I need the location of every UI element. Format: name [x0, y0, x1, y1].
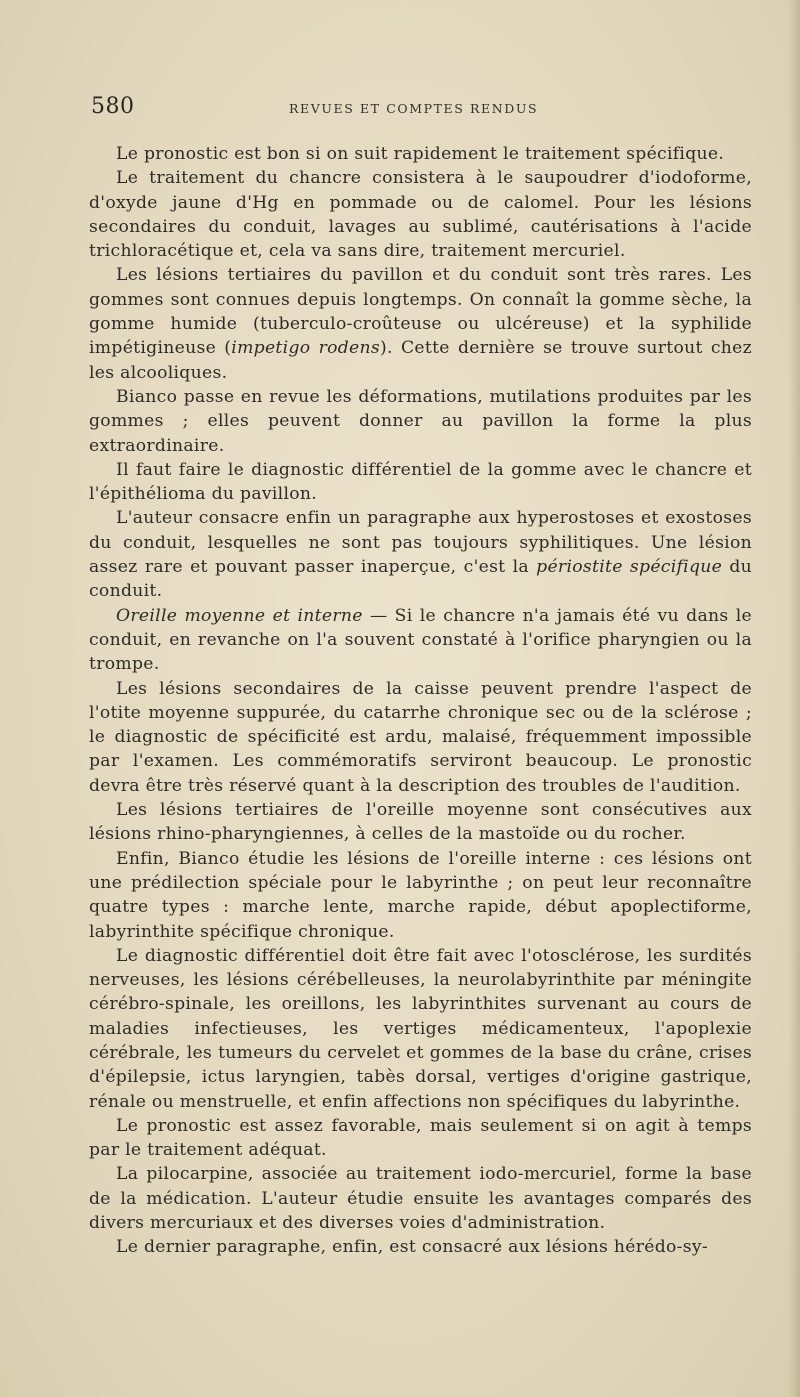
paragraph-traitement: Le traitement du chancre consistera à le saupoudrer d'iodoforme, d'oxyde jaune d'Hg en pommade ou de calomel. Pour les lésions secondaires du conduit, lavages au sublimé, cautérisations à l'acide trichloracétique et, cela va sans dire, traitement mercuriel.	[89, 168, 752, 262]
paragraph-diagnostic-differentiel: Le diagnostic différentiel doit être fait avec l'otosclérose, les surdités nerveuses, les lésions cérébelleuses, la neurolabyrinthite par méningite cérébro-spinale, les oreillons, les labyrinthites survenant au cours de maladies infectieuses, les vertiges médicamenteux, l'apoplexie cérébrale, les tumeurs du cervelet et gommes de la base du crâne, crises d'épilepsie, ictus laryngien, tabès dorsal, vertiges d'origine gastrique, rénale ou menstruelle, et enfin affections non spécifiques du labyrinthe.	[89, 945, 752, 1112]
paragraph-hyperostoses: L'auteur consacre enfin un paragraphe aux hyperostoses et exostoses du conduit, lesquelles ne sont pas toujours syphilitiques. Une lésion assez rare et pouvant passer inaperçue, c'est la périostite spécifique du conduit.	[89, 508, 753, 602]
paragraph-lesions-tertiaires-oreille: Les lésions tertiaires de l'oreille moyenne sont consécutives aux lésions rhino-pharyngiennes, à celles de la mastoïde ou du rocher.	[89, 800, 752, 845]
section-heading: Oreille moyenne et interne	[116, 605, 363, 626]
paragraph-dernier: Le dernier paragraphe, enfin, est consacré aux lésions hérédo-sy-	[116, 1237, 709, 1258]
paragraph-pilocarpine: La pilocarpine, associée au traitement iodo-mercuriel, forme la base de la médication. L'auteur étudie ensuite les avantages comparés des divers mercuriaux et des diverses voies d'administration.	[89, 1164, 752, 1234]
page-header	[91, 94, 691, 124]
running-head: REVUES ET COMPTES RENDUS	[289, 101, 539, 116]
paragraph-pronostic-favorable: Le pronostic est assez favorable, mais seulement si on agit à temps par le traitement adéquat.	[89, 1115, 752, 1161]
paragraph-diagnostic-gomme: Il faut faire le diagnostic différentiel de la gomme avec le chancre et l'épithélioma du pavillon.	[89, 459, 752, 505]
page-edge-shadow	[788, 0, 800, 1397]
paragraph-oreille-interne: Enfin, Bianco étudie les lésions de l'oreille interne : ces lésions ont une prédilection spéciale pour le labyrinthe ; on peut leur reconnaître quatre types : marche lente, marche rapide, début apoplectiforme, labyrinthite spécifique chronique.	[89, 848, 752, 942]
page-number: 580	[91, 94, 135, 119]
paragraph-lesions-tertiaires: Les lésions tertiaires du pavillon et du conduit sont très rares. Les gommes sont connues depuis longtemps. On connaît la gomme sèche, la gomme humide (tuberculo-croûteuse ou ulcéreuse) et la syphilide impétigineuse (impetigo rodens). Cette dernière se trouve surtout chez les alcooliques.	[89, 265, 752, 383]
paragraph-deformations: Bianco passe en revue les déformations, mutilations produites par les gommes ; elles peuvent donner au pavillon la forme la plus extraordinaire.	[89, 386, 752, 456]
italic-term: périostite spécifique	[536, 557, 723, 578]
paragraph-pronostic: Le pronostic est bon si on suit rapidement le traitement spécifique.	[116, 144, 725, 164]
body-text	[89, 142, 752, 1260]
paragraph-lesions-secondaires: Les lésions secondaires de la caisse peuvent prendre l'aspect de l'otite moyenne suppurée, du catarrhe chronique sec ou de la sclérose ; le diagnostic de spécificité est ardu, malaisé, fréquemment impossible par l'examen. Les commémoratifs serviront beaucoup. Le pronostic devra être très réservé quant à la description des troubles de l'audition.	[89, 678, 752, 796]
paragraph-oreille-moyenne-heading: Oreille moyenne et interne — Si le chancre n'a jamais été vu dans le conduit, en revanche on l'a souvent constaté à l'orifice pharyngien ou la trompe.	[89, 605, 752, 675]
italic-term: impetigo rodens	[231, 338, 381, 359]
